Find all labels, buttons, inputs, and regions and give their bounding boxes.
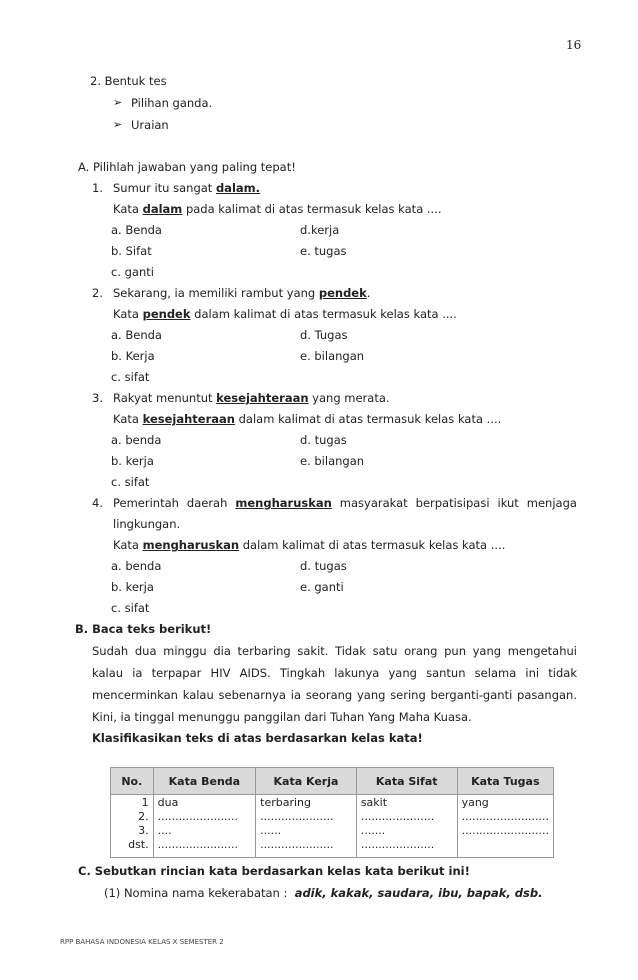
q1-number: 1. xyxy=(92,181,103,195)
q2-option-d: d. Tugas xyxy=(300,328,348,342)
cell-kata-tugas: yang ......................... ......................... xyxy=(457,795,553,858)
item-1-value: adik, kakak, saudara, ibu, bapak, dsb. xyxy=(294,886,543,900)
classification-instruction: Klasifikasikan teks di atas berdasarkan kelas kata! xyxy=(92,731,423,745)
q4-option-a: a. benda xyxy=(111,559,162,573)
header-kata-sifat: Kata Sifat xyxy=(356,768,457,795)
q2-option-c: c. sifat xyxy=(111,370,150,384)
q2-question: Kata pendek dalam kalimat di atas termasuk kelas kata .... xyxy=(113,307,457,321)
q3-option-d: d. tugas xyxy=(300,433,347,447)
table-row xyxy=(111,795,554,858)
q4-sentence: Pemerintah daerah mengharuskan masyarakat berpatisipasi ikut menjaga xyxy=(113,496,577,510)
q1-sentence: Sumur itu sangat dalam. xyxy=(113,181,260,195)
passage-line-3: mencerminkan kalau sebenarnya ia seorang yang sering berganti-ganti pasangan. xyxy=(92,688,577,702)
passage-line-2: kalau ia terpapar HIV AIDS. Tingkah lakunya yang santun selama ini tidak xyxy=(92,666,577,680)
cell-no: 1 2. 3. dst. xyxy=(111,795,154,858)
page-number: 16 xyxy=(566,38,582,52)
bentuk-tes-item-2: Uraian xyxy=(131,118,169,132)
arrow-bullet-icon: ➢ xyxy=(113,118,123,131)
q4-option-d: d. tugas xyxy=(300,559,347,573)
arrow-bullet-icon: ➢ xyxy=(113,96,123,109)
bentuk-tes-heading: 2. Bentuk tes xyxy=(90,74,167,88)
q1-option-d: d.kerja xyxy=(300,223,340,237)
bentuk-tes-item-1: Pilihan ganda. xyxy=(131,96,213,110)
q2-option-a: a. Benda xyxy=(111,328,162,342)
q1-question: Kata dalam pada kalimat di atas termasuk kelas kata .... xyxy=(113,202,442,216)
passage-line-1: Sudah dua minggu dia terbaring sakit. Tidak satu orang pun yang mengetahui xyxy=(92,644,577,658)
q2-sentence: Sekarang, ia memiliki rambut yang pendek. xyxy=(113,286,371,300)
header-kata-benda: Kata Benda xyxy=(153,768,256,795)
classification-table xyxy=(110,767,554,858)
q2-option-b: b. Kerja xyxy=(111,349,155,363)
q2-number: 2. xyxy=(92,286,103,300)
q4-option-b: b. kerja xyxy=(111,580,154,594)
section-a-heading: A. Pilihlah jawaban yang paling tepat! xyxy=(78,160,296,174)
q4-option-c: c. sifat xyxy=(111,601,150,615)
footer-text: RPP BAHASA INDONESIA KELAS X SEMESTER 2 xyxy=(60,938,224,946)
section-c-item-1 xyxy=(104,886,542,900)
q3-option-c: c. sifat xyxy=(111,475,150,489)
item-1-label: (1) Nomina nama kekerabatan : xyxy=(104,886,288,900)
q3-option-a: a. benda xyxy=(111,433,162,447)
q3-number: 3. xyxy=(92,391,103,405)
table-header-row xyxy=(111,768,554,795)
q2-option-e: e. bilangan xyxy=(300,349,365,363)
q1-option-b: b. Sifat xyxy=(111,244,152,258)
cell-kata-sifat: sakit ..................... ....... ..................... xyxy=(356,795,457,858)
q4-number: 4. xyxy=(92,496,103,510)
cell-kata-kerja: terbaring ..................... ...... ..................... xyxy=(256,795,357,858)
q4-key-word: mengharuskan xyxy=(235,496,332,510)
q3-option-b: b. kerja xyxy=(111,454,154,468)
q3-option-e: e. bilangan xyxy=(300,454,365,468)
q4-option-e: e. ganti xyxy=(300,580,344,594)
section-b-heading: B. Baca teks berikut! xyxy=(75,622,212,636)
passage-line-4: Kini, ia tinggal menunggu panggilan dari Tuhan Yang Maha Kuasa. xyxy=(92,710,472,724)
q3-question: Kata kesejahteraan dalam kalimat di atas termasuk kelas kata .... xyxy=(113,412,502,426)
q2-key-word: pendek xyxy=(318,286,367,300)
q1-key-word: dalam. xyxy=(215,181,260,195)
section-c-heading: C. Sebutkan rincian kata berdasarkan kelas kata berikut ini! xyxy=(78,864,470,878)
q1-option-c: c. ganti xyxy=(111,265,154,279)
q3-sentence: Rakyat menuntut kesejahteraan yang merata. xyxy=(113,391,390,405)
q4-question: Kata mengharuskan dalam kalimat di atas termasuk kelas kata .... xyxy=(113,538,506,552)
q1-option-a: a. Benda xyxy=(111,223,162,237)
q4-sentence-cont: lingkungan. xyxy=(113,517,181,531)
header-kata-kerja: Kata Kerja xyxy=(256,768,357,795)
cell-kata-benda: dua ....................... .... ....................... xyxy=(153,795,256,858)
header-kata-tugas: Kata Tugas xyxy=(457,768,553,795)
header-no: No. xyxy=(111,768,154,795)
q3-key-word: kesejahteraan xyxy=(216,391,309,405)
q1-option-e: e. tugas xyxy=(300,244,347,258)
